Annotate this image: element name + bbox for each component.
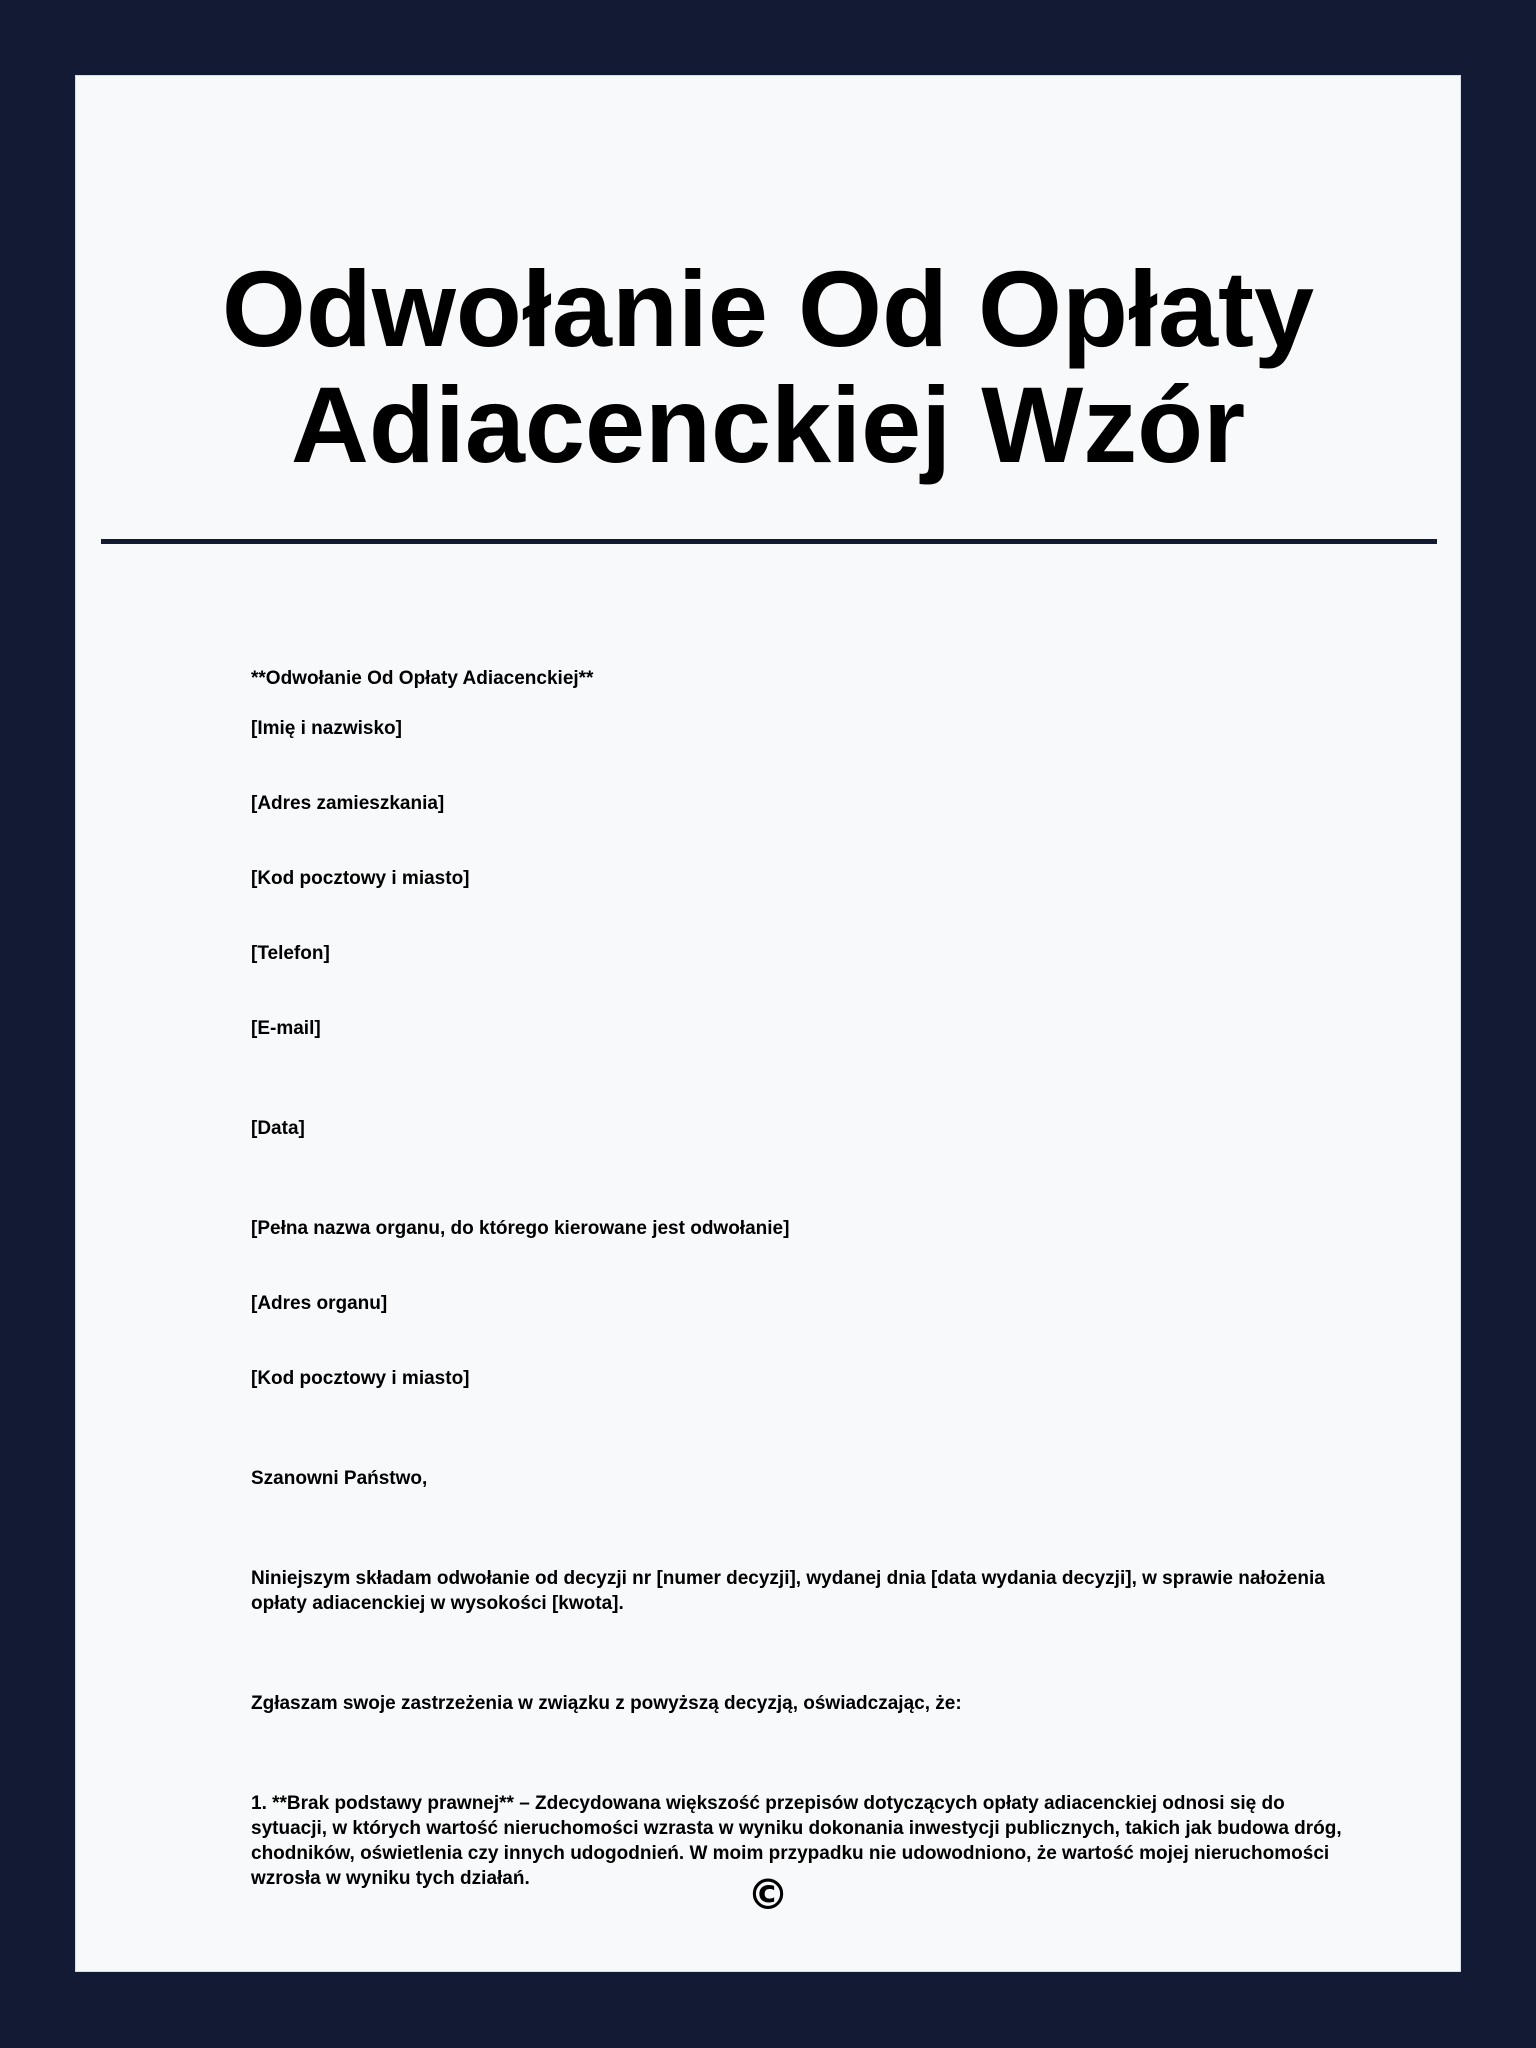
copyright-icon: © bbox=[747, 1870, 789, 1919]
sender-address: [Adres zamieszkania] bbox=[251, 793, 445, 814]
title-divider bbox=[101, 539, 1437, 544]
salutation: Szanowni Państwo, bbox=[251, 1468, 428, 1489]
recipient-postal-city: [Kod pocztowy i miasto] bbox=[251, 1368, 470, 1389]
document-title bbox=[76, 248, 1460, 485]
paragraph-point-1: 1. **Brak podstawy prawnej** – Zdecydowana większość przepisów dotyczących opłaty adiacenckiej odnosi się do sytuacji, w których wartość nieruchomości wzrasta w wyniku dokonania inwestycji publicznych, takich jak budowa dróg, chodników, oświetlenia czy innych udogodnień. W moim przypadku nie udowodniono, że wartość mojej nieruchomości wzrosła w wyniku tych działań. bbox=[251, 1793, 1342, 1889]
letter-date: [Data] bbox=[251, 1118, 305, 1139]
title-line-2: Adiacenckiej Wzór bbox=[290, 364, 1246, 485]
heading-line: **Odwołanie Od Opłaty Adiacenckiej** bbox=[251, 668, 594, 689]
sender-email: [E-mail] bbox=[251, 1018, 321, 1039]
title-line-1: Odwołanie Od Opłaty bbox=[221, 248, 1315, 369]
paragraph-intro: Niniejszym składam odwołanie od decyzji nr [numer decyzji], wydanej dnia [data wydania decyzji], w sprawie nałożenia opłaty adiacenckiej w wysokości [kwota]. bbox=[251, 1568, 1325, 1614]
recipient-name: [Pełna nazwa organu, do którego kierowane jest odwołanie] bbox=[251, 1218, 790, 1239]
sender-postal-city: [Kod pocztowy i miasto] bbox=[251, 868, 470, 889]
sender-name: [Imię i nazwisko] bbox=[251, 718, 402, 739]
recipient-address: [Adres organu] bbox=[251, 1293, 388, 1314]
paragraph-objections: Zgłaszam swoje zastrzeżenia w związku z powyższą decyzją, oświadczając, że: bbox=[251, 1693, 962, 1714]
document-page bbox=[75, 75, 1461, 1972]
sender-phone: [Telefon] bbox=[251, 943, 330, 964]
